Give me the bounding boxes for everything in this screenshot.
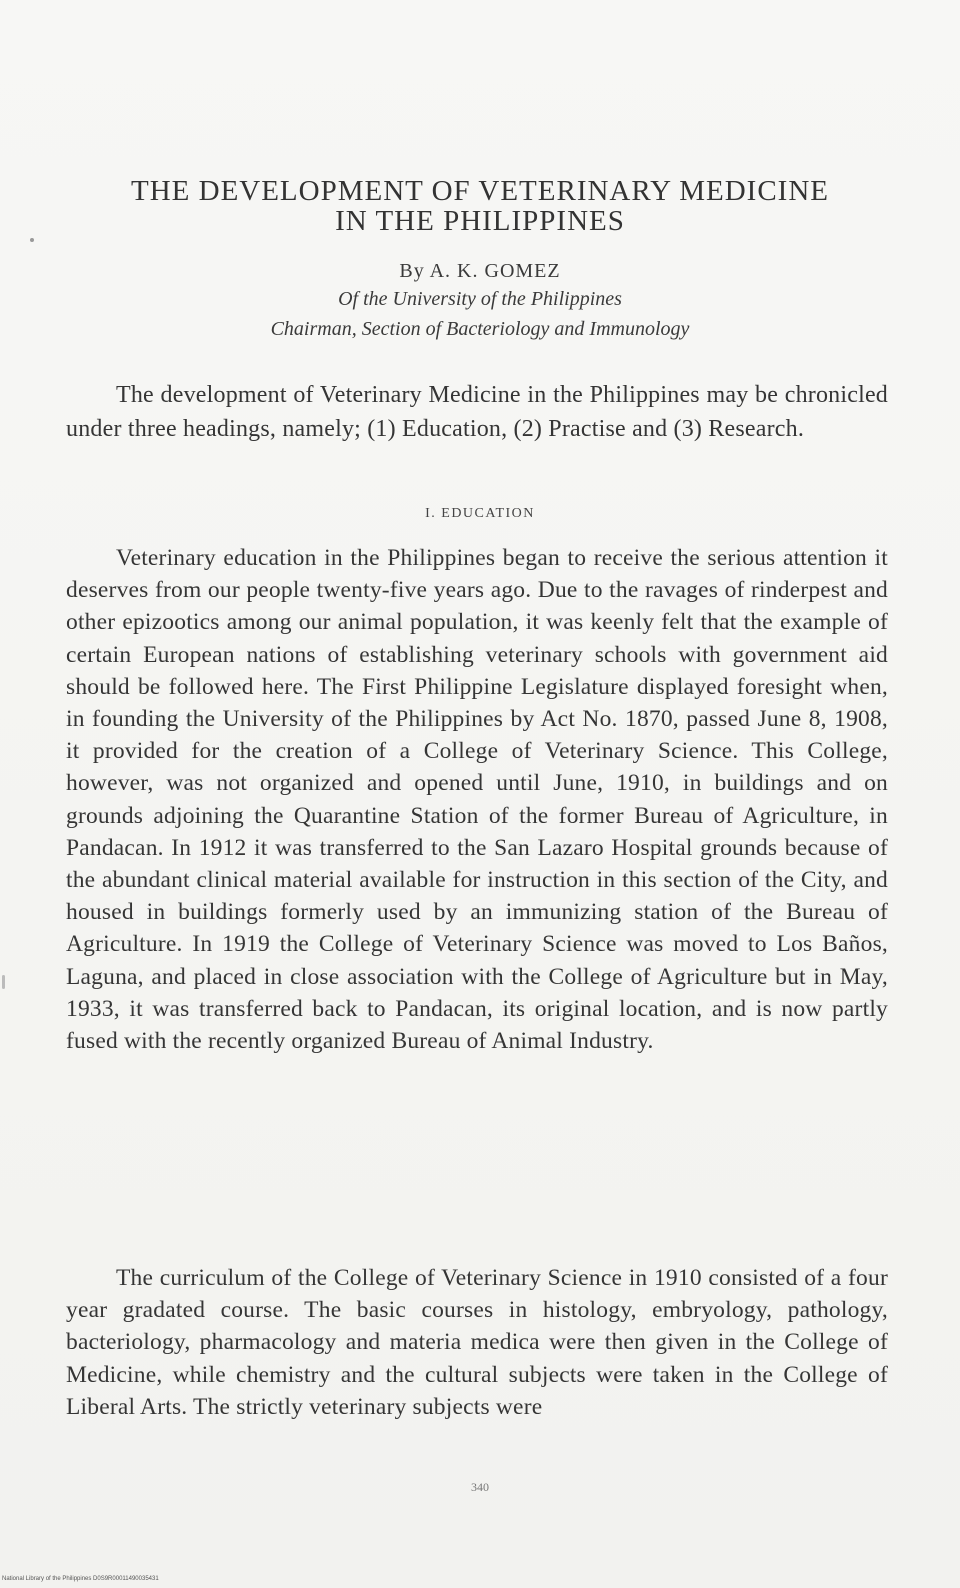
education-paragraph-2: The curriculum of the College of Veterinary Science in 1910 consisted of a four year gradated course. The basic courses in histology, embryology, pathology, bacteriology, pharmacology and materia medica were then given in the College of Medicine, while chemistry and the cultural subjects were taken in the College of Liberal Arts. The strictly veterinary subjects were (66, 1265, 888, 1420)
author-position: Chairman, Section of Bacteriology and Immunology (270, 318, 690, 340)
education-paragraph-1: Veterinary education in the Philippines began to receive the serious attention it deserves from our people twenty-five years ago. Due to the ravages of rinderpest and other epizootics among our animal population, it was keenly felt that the example of certain European nations of establishing veterinary schools with government aid should be followed here. The First Philippine Legislature displayed foresight when, in founding the University of the Philippines by Act No. 1870, passed June 8, 1908, it provided for the creation of a College of Veterinary Science. This College, however, was not organized and opened until June, 1910, in buildings and on grounds adjoining the Quarantine Station of the former Bureau of Agriculture, in Pandacan. In 1912 it was transferred to the San Lazaro Hospital grounds because of the abundant clinical material available for instruction in this section of the City, and housed in buildings formerly used by an immunizing station of the Bureau of Agriculture. In 1919 the College of Veterinary Science was moved to Los Baños, Laguna, and placed in close association with the College of Agriculture but in May, 1933, it was transferred back to Pandacan, its original location, and is now partly fused with the recently organized Bureau of Animal Industry. (66, 545, 888, 1055)
scan-speck (30, 238, 34, 242)
scan-footer-note: National Library of the Philippines D0S9R00011490035431 (2, 1576, 159, 1582)
scan-speck (2, 975, 5, 989)
intro-paragraph: The development of Veterinary Medicine in the Philippines may be chronicled under three headings, namely; (1) Education, (2) Practise and (3) Research. (66, 382, 888, 442)
article-title-line-2: IN THE PHILIPPINES (335, 205, 625, 237)
page-number: 340 (471, 1480, 489, 1494)
author-byline: By A. K. GOMEZ (399, 260, 561, 282)
section-heading-education: I. EDUCATION (425, 506, 535, 521)
author-affiliation: Of the University of the Philippines (338, 288, 622, 310)
article-title-line-1: THE DEVELOPMENT OF VETERINARY MEDICINE (131, 175, 829, 207)
